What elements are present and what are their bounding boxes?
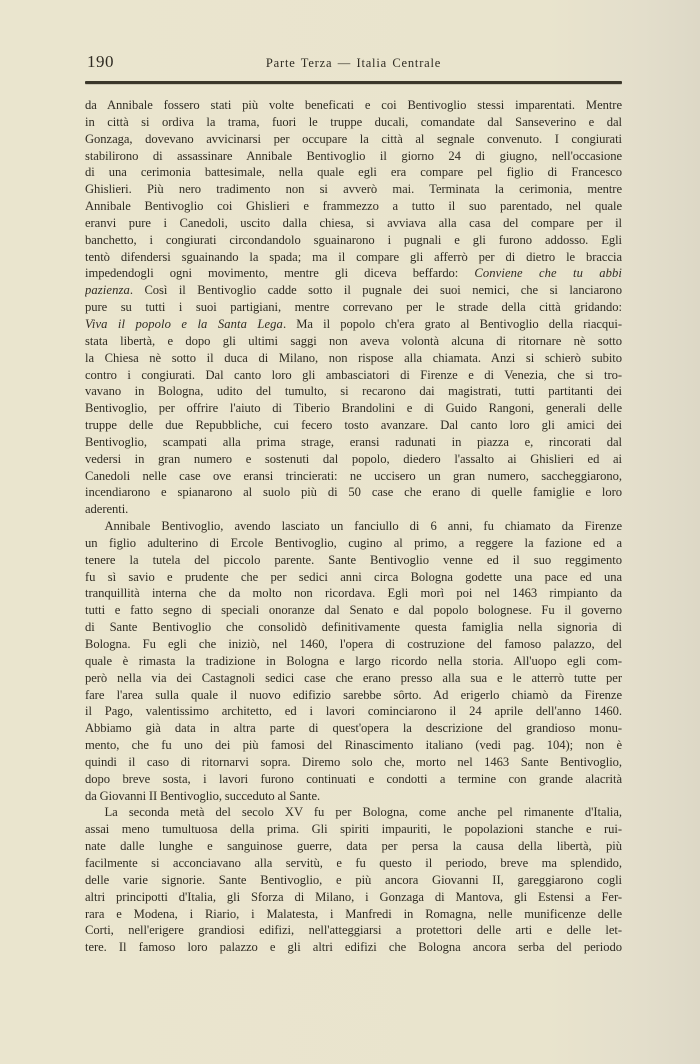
text-line: tere. Il famoso loro palazzo e gli altri edifizi che Bologna ancora serba del periodo [85, 940, 622, 955]
paragraph [85, 518, 622, 804]
text-line: impedendogli ogni movimento, mentre gli diceva beffardo: Conviene che tu abbi [85, 266, 622, 281]
text-line: da Annibale fossero stati più volte beneficati e coi Bentivoglio stessi imparentati. Mentre [85, 98, 622, 112]
text-line: Corti, nell'erigere grandiosi edifizi, nell'atteggiarsi a protettori delle arti e delle let- [85, 923, 622, 938]
text-line: aderenti. [85, 502, 129, 517]
text-line: fu sì savio e prudente che per sedici anni circa Bologna godette una pace ed una [85, 569, 622, 584]
paragraph [85, 97, 622, 518]
text-line: Viva il popolo e la Santa Lega. Ma il popolo ch'era grato al Bentivoglio della riacqui- [85, 316, 622, 331]
text-line: in città si ordiva la trama, fuori le truppe ducali, comandate dal Sanseverino e dal [85, 114, 622, 129]
text-line: vavano in Bologna, udito del tumulto, si recarono dai magistrati, tutti partitanti dei [85, 384, 622, 399]
text-line: Bentivoglio, per offrire l'aiuto di Tiberio Brandolini e di Guido Rangoni, generali delle [85, 401, 622, 416]
running-head-title: Parte Terza — Italia Centrale [265, 56, 442, 70]
text-line: vedersi in gran numero e sostenuti dal popolo, diedero l'assalto ai Ghislieri ed ai [85, 451, 622, 466]
text-line: tranquillità interna che da molto non ricordava. Egli morì poi nel 1463 rimpianto da [85, 586, 622, 601]
text-line: pazienza. Così il Bentivoglio cadde sotto il pugnale dei suoi nemici, che si lanciarono [85, 283, 622, 298]
text-line: tenere la tutela del piccolo parente. Sante Bentivoglio venne ed il suo reggimento [85, 552, 622, 567]
text-line: truppe delle due Repubbliche, cui fecero tosto avanzare. Dal canto loro gli amici dei [85, 418, 622, 433]
text-line: altri principotti d'Italia, gli Sforza di Milano, i Gonzaga di Mantova, gli Estensi a Fer- [85, 889, 622, 904]
paragraph [85, 804, 622, 956]
text-line: delle varie signorie. Sante Bentivoglio, e più ancora Giovanni II, gareggiarono cogli [85, 872, 622, 887]
text-line: Ghislieri. Più nero tradimento non si avverò mai. Terminata la cerimonia, mentre [85, 182, 622, 197]
text-line: Annibale Bentivoglio, avendo lasciato un fanciullo di 6 anni, fu chiamato da Firenze [104, 519, 622, 534]
text-line: stabilirono di assassinare Annibale Bentivoglio il giorno 24 di giugno, nell'occasione [85, 148, 622, 163]
text-block [85, 97, 622, 956]
text-line: la Chiesa nè sotto il duca di Milano, non rispose alla chiamata. Anzi si schierò subito [85, 350, 622, 365]
text-line: tutti e fatto segno di speciali onoranze dal Senato e dal popolo bolognese. Fu il governo [85, 603, 622, 618]
text-line: di Sante Bentivoglio che consolidò definitivamente questa famiglia nella signoria di [85, 620, 622, 635]
text-line: Gonzaga, dovevano avvicinarsi per occupare la città al segnale convenuto. I congiurati [85, 131, 622, 146]
text-line: facilmente si acconciavano alla servitù, e fu questo il periodo, breve ma splendido, [85, 855, 622, 870]
running-header [85, 50, 622, 74]
text-line: nate dalle lunghe e sanguinose guerre, data per persa la causa della libertà, più [85, 839, 622, 854]
text-line: banchetto, i congiurati circondandolo sguainarono i pugnali e gli furono addosso. Egli [85, 232, 622, 247]
text-line: contro i congiurati. Dal canto loro gli ambasciatori di Firenze e di Venezia, che si tro- [85, 367, 622, 382]
text-line: però nella via dei Castagnoli sedici case che erano presso alla sua e le atterrò tutte per [85, 670, 622, 685]
text-line: mento, che fu uno dei più famosi del Rinascimento italiano (vedi pag. 104); non è [85, 738, 622, 753]
text-line: tentò difendersi sguainando la spada; ma il compare gli afferrò per di dietro le braccia [85, 249, 622, 264]
page-number: 190 [87, 52, 114, 71]
text-line: fare l'area sulla quale il nuovo edifizio sarebbe sôrto. Ad erigerlo chiamò da Firenze [85, 687, 622, 702]
text-line: Bentivoglio, scampati alla prima strage, eransi radunati in piazza e, rincorati dal [85, 434, 622, 449]
text-line: Abbiamo già data in altra parte di quest'opera la descrizione del grandioso monu- [85, 721, 622, 736]
text-line: Annibale Bentivoglio coi Ghislieri e frammezzo a tutto il suo parentado, nel quale [85, 199, 622, 214]
text-line: da Giovanni II Bentivoglio, succeduto al Sante. [85, 788, 321, 803]
text-line: incendiarono e spianarono al suolo più di 50 case che erano di quelle famiglie e loro [85, 485, 622, 500]
text-line: eranvi pure i Canedoli, uscito dalla chiesa, si avviava alla casa del compare per il [85, 215, 622, 230]
text-line: stata libertà, e dopo gli ultimi saggi non aveva volontà alcuna di ritornare nè sotto [85, 333, 622, 348]
text-line: La seconda metà del secolo XV fu per Bologna, come anche pel rimanente d'Italia, [104, 805, 622, 820]
text-line: quale è rimasta la tradizione in Bologna e largo ricordo nella storia. All'uopo egli com- [85, 653, 622, 668]
text-line: il Pago, valentissimo architetto, ed i lavori cominciarono il 24 aprile dell'anno 1460. [85, 704, 622, 719]
text-line: di una cerimonia battesimale, nella quale egli era compare pel figlio di Francesco [85, 165, 622, 180]
text-line: Bologna. Fu egli che iniziò, nel 1460, l'opera di costruzione del famoso palazzo, del [85, 637, 622, 651]
text-line: rara e Modena, i Riario, i Malatesta, i Manfredi in Romagna, nelle munificenze delle [85, 906, 622, 921]
header-rule [85, 81, 622, 84]
text-line: dopo breve sosta, i lavori furono continuati e condotti a termine con grande alacrità [85, 771, 622, 786]
text-line: pure su tutti i suoi partigiani, mentre correvano per le strade della città gridando: [85, 300, 622, 315]
text-line: assai meno tumultuosa della prima. Gli spiriti impauriti, le popolazioni stanche e rui- [85, 822, 622, 837]
text-line: un figlio adulterino di Ercole Bentivoglio, cugino al primo, a reggere la fazione ed a [85, 535, 622, 550]
text-line: Canedoli nelle case ove eransi trincierati: ne uccisero un gran numero, saccheggiarono, [85, 468, 622, 483]
text-line: quindi il caso di ritornarvi sopra. Diremo solo che, morto nel 1463 Sante Bentivoglio, [85, 754, 622, 769]
